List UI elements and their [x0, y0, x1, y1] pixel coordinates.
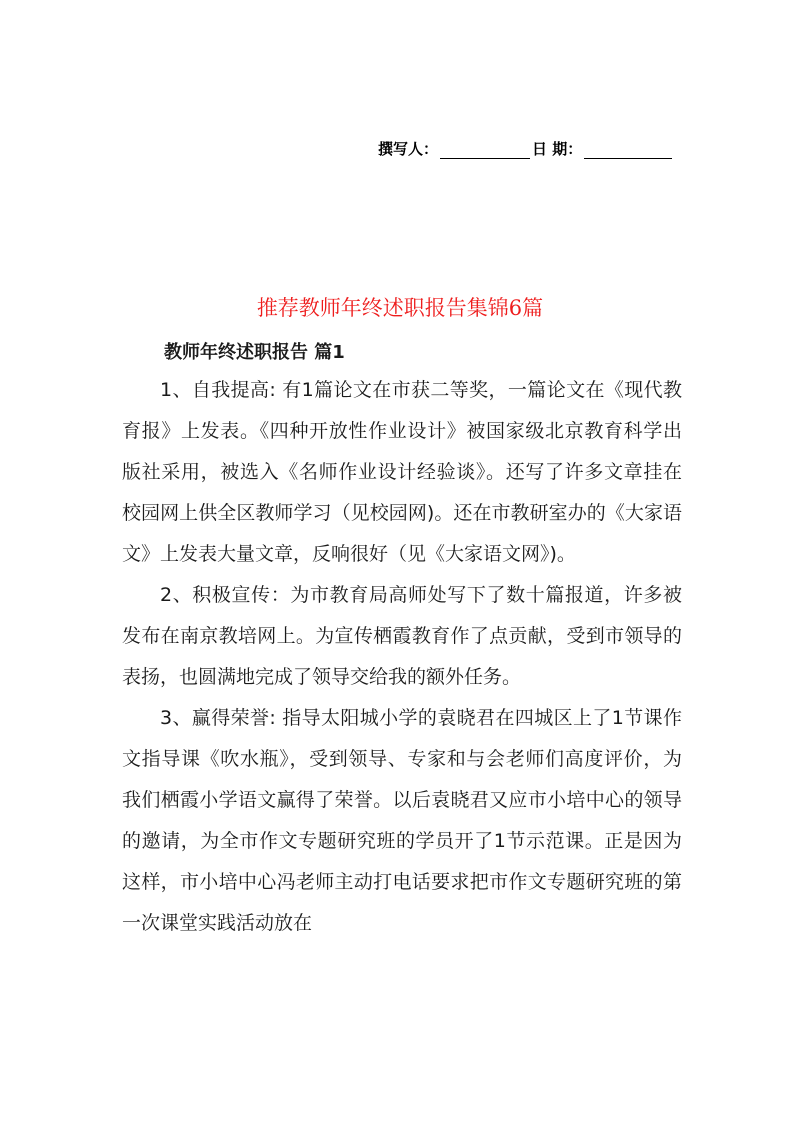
date-label: 日 期： [532, 140, 583, 158]
author-date-line [378, 138, 674, 159]
section-heading: 教师年终述职报告 篇1 [164, 342, 345, 363]
document-body [122, 370, 682, 944]
author-label: 撰写人： [378, 140, 439, 158]
paragraph-self-improvement: 1、自我提高: 有1篇论文在市获二等奖，一篇论文在《现代教育报》上发表。《四种开放性作业设计》被国家级北京教育科学出版社采用，被选入《名师作业设计经验谈》。还写了许多文章挂在校园网上供全区教师学习（见校园网)。还在市教研室办的《大家语文》上发表大量文章，反响很好（见《大家语文网》)。 [122, 379, 682, 565]
author-blank-field [440, 144, 530, 159]
paragraph-publicity: 2、积极宣传：为市教育局高师处写下了数十篇报道，许多被发布在南京教培网上。为宣传栖霞教育作了点贡献，受到市领导的表扬，也圆满地完成了领导交给我的额外任务。 [122, 584, 682, 688]
document-title: 推荐教师年终述职报告集锦6篇 [256, 296, 544, 320]
date-blank-field [584, 144, 672, 159]
paragraph-honors: 3、赢得荣誉: 指导太阳城小学的袁晓君在四城区上了1节课作文指导课《吹水瓶》，受到领导、专家和与会老师们高度评价，为我们栖霞小学语文赢得了荣誉。以后袁晓君又应市小培中心的领导的邀请，为全市作文专题研究班的学员开了1节示范课。正是因为这样，市小培中心冯老师主动打电话要求把市作文专题研究班的第一次课堂实践活动放在 [122, 707, 682, 934]
